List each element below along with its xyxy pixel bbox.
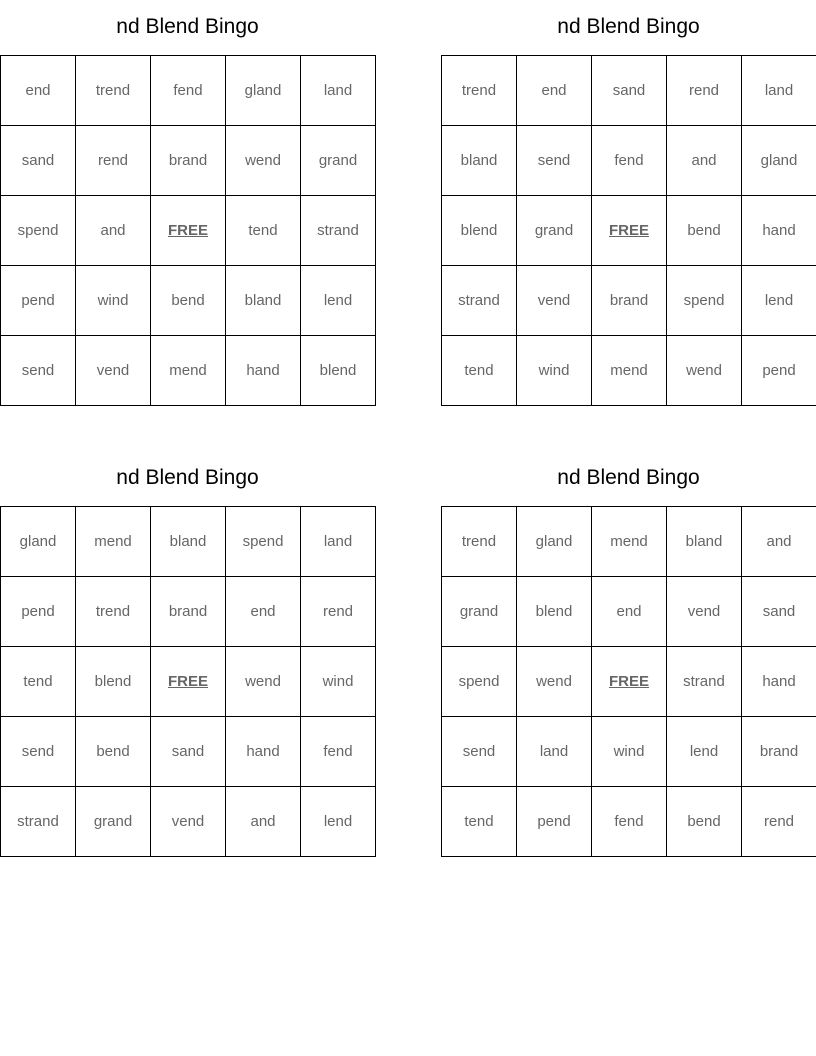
- bingo-cell: bend: [76, 717, 151, 787]
- bingo-cell: bland: [442, 126, 517, 196]
- grid-row: [1, 507, 376, 577]
- bingo-cell: sand: [592, 56, 667, 126]
- bingo-cell: lend: [301, 787, 376, 857]
- bingo-cell: and: [742, 507, 816, 577]
- bingo-cell: lend: [667, 717, 742, 787]
- bingo-cell: brand: [151, 577, 226, 647]
- bingo-cell: bend: [667, 196, 742, 266]
- bingo-cell: trend: [76, 577, 151, 647]
- bingo-cell: trend: [442, 56, 517, 126]
- grid-row: [1, 787, 376, 857]
- grid-row: [1, 336, 376, 406]
- free-space-cell: FREE: [592, 647, 667, 717]
- bingo-cell: wend: [667, 336, 742, 406]
- bingo-cell: mend: [76, 507, 151, 577]
- bingo-grid: [441, 55, 816, 406]
- bingo-cell: and: [226, 787, 301, 857]
- grid-row: [442, 56, 816, 126]
- bingo-cell: pend: [1, 266, 76, 336]
- bingo-cell: spend: [226, 507, 301, 577]
- free-space-cell: FREE: [592, 196, 667, 266]
- bingo-cell: wind: [301, 647, 376, 717]
- bingo-cell: land: [742, 56, 816, 126]
- bingo-cell: strand: [442, 266, 517, 336]
- bingo-cell: hand: [226, 336, 301, 406]
- bingo-cell: spend: [1, 196, 76, 266]
- bingo-cell: land: [517, 717, 592, 787]
- grid-row: [1, 577, 376, 647]
- card-title: nd Blend Bingo: [116, 15, 259, 38]
- bingo-cell: fend: [592, 787, 667, 857]
- bingo-cell: wend: [226, 647, 301, 717]
- bingo-grid: [441, 506, 816, 857]
- grid-row: [1, 56, 376, 126]
- bingo-cell: blend: [76, 647, 151, 717]
- bingo-cell: rend: [742, 787, 816, 857]
- bingo-cell: fend: [151, 56, 226, 126]
- grid-row: [442, 647, 816, 717]
- bingo-cell: lend: [742, 266, 816, 336]
- bingo-cell: grand: [517, 196, 592, 266]
- grid-row: [442, 717, 816, 787]
- card-title: nd Blend Bingo: [116, 466, 259, 489]
- bingo-cell: mend: [592, 507, 667, 577]
- bingo-card-2: [441, 0, 816, 406]
- bingo-cell: bland: [226, 266, 301, 336]
- bingo-cell: grand: [76, 787, 151, 857]
- bingo-cell: gland: [742, 126, 816, 196]
- bingo-cell: end: [226, 577, 301, 647]
- bingo-cell: bend: [151, 266, 226, 336]
- bingo-grid: [0, 55, 376, 406]
- bingo-cell: blend: [442, 196, 517, 266]
- free-space-cell: FREE: [151, 196, 226, 266]
- bingo-grid: [0, 506, 376, 857]
- bingo-cell: send: [517, 126, 592, 196]
- bingo-cell: blend: [517, 577, 592, 647]
- bingo-card-1: [0, 0, 375, 406]
- bingo-cell: strand: [301, 196, 376, 266]
- bingo-cell: hand: [226, 717, 301, 787]
- bingo-cell: vend: [517, 266, 592, 336]
- bingo-cell: send: [1, 336, 76, 406]
- bingo-cell: wend: [517, 647, 592, 717]
- bingo-cell: spend: [667, 266, 742, 336]
- bingo-cell: send: [442, 717, 517, 787]
- bingo-cell: tend: [226, 196, 301, 266]
- grid-row: [442, 336, 816, 406]
- free-space-cell: FREE: [151, 647, 226, 717]
- bingo-cell: sand: [1, 126, 76, 196]
- bingo-cell: spend: [442, 647, 517, 717]
- grid-row: [1, 647, 376, 717]
- grid-row: [1, 266, 376, 336]
- grid-row: [442, 507, 816, 577]
- bingo-cell: gland: [1, 507, 76, 577]
- bingo-cell: vend: [151, 787, 226, 857]
- bingo-cell: pend: [1, 577, 76, 647]
- bingo-cell: sand: [742, 577, 816, 647]
- bingo-cell: send: [1, 717, 76, 787]
- bingo-cell: bland: [667, 507, 742, 577]
- bingo-cell: hand: [742, 196, 816, 266]
- bingo-cell: trend: [442, 507, 517, 577]
- bingo-cell: bland: [151, 507, 226, 577]
- bingo-cell: brand: [742, 717, 816, 787]
- bingo-cell: blend: [301, 336, 376, 406]
- bingo-cell: mend: [151, 336, 226, 406]
- grid-row: [442, 196, 816, 266]
- bingo-cell: rend: [667, 56, 742, 126]
- bingo-cell: strand: [1, 787, 76, 857]
- bingo-card-3: [0, 451, 375, 857]
- bingo-cell: end: [592, 577, 667, 647]
- bingo-cell: end: [1, 56, 76, 126]
- bingo-cell: end: [517, 56, 592, 126]
- grid-row: [442, 577, 816, 647]
- grid-row: [442, 126, 816, 196]
- bingo-cell: sand: [151, 717, 226, 787]
- bingo-cell: and: [76, 196, 151, 266]
- bingo-cell: rend: [301, 577, 376, 647]
- grid-row: [442, 787, 816, 857]
- grid-row: [1, 126, 376, 196]
- bingo-cell: tend: [1, 647, 76, 717]
- bingo-cell: grand: [301, 126, 376, 196]
- bingo-cell: strand: [667, 647, 742, 717]
- bingo-cell: wind: [517, 336, 592, 406]
- bingo-cell: grand: [442, 577, 517, 647]
- bingo-cell: wind: [76, 266, 151, 336]
- bingo-cell: wind: [592, 717, 667, 787]
- bingo-cell: rend: [76, 126, 151, 196]
- card-title: nd Blend Bingo: [557, 466, 700, 489]
- bingo-cell: fend: [592, 126, 667, 196]
- grid-row: [1, 196, 376, 266]
- bingo-cell: gland: [517, 507, 592, 577]
- bingo-cell: gland: [226, 56, 301, 126]
- bingo-cell: vend: [667, 577, 742, 647]
- bingo-cell: hand: [742, 647, 816, 717]
- bingo-cell: land: [301, 56, 376, 126]
- grid-row: [1, 717, 376, 787]
- bingo-cell: mend: [592, 336, 667, 406]
- bingo-cell: vend: [76, 336, 151, 406]
- bingo-cell: tend: [442, 336, 517, 406]
- bingo-cell: brand: [151, 126, 226, 196]
- bingo-cell: lend: [301, 266, 376, 336]
- bingo-cell: trend: [76, 56, 151, 126]
- card-title: nd Blend Bingo: [557, 15, 700, 38]
- bingo-cell: tend: [442, 787, 517, 857]
- bingo-cell: fend: [301, 717, 376, 787]
- grid-row: [442, 266, 816, 336]
- bingo-cell: and: [667, 126, 742, 196]
- bingo-cell: bend: [667, 787, 742, 857]
- bingo-card-4: [441, 451, 816, 857]
- bingo-cell: brand: [592, 266, 667, 336]
- bingo-cell: pend: [742, 336, 816, 406]
- bingo-cell: wend: [226, 126, 301, 196]
- bingo-cell: land: [301, 507, 376, 577]
- bingo-cell: pend: [517, 787, 592, 857]
